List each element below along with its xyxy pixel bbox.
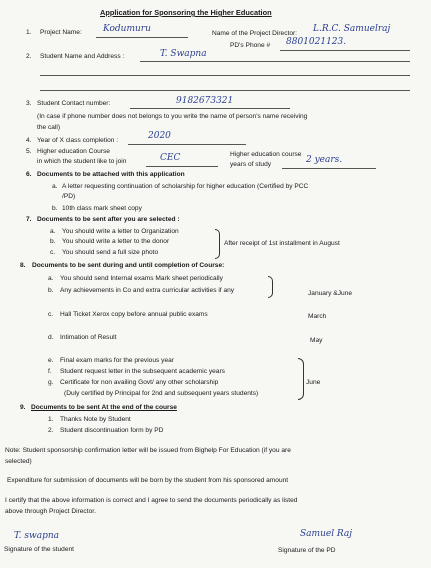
s7-item-b: You should write a letter to the donor bbox=[62, 238, 170, 245]
course-label-2: in which the student like to join bbox=[37, 158, 127, 165]
certify-line-2: above through Project Director. bbox=[5, 508, 96, 515]
s8-item-e-letter: e. bbox=[48, 357, 54, 364]
expenditure-note: Expenditure for submission of documents will be born by the student from his sponsored amount bbox=[7, 477, 289, 484]
years-label: Higher education course bbox=[230, 151, 302, 158]
s6-item-b: 10th class mark sheet copy bbox=[62, 205, 142, 212]
s8-item-a-letter: a. bbox=[48, 275, 54, 282]
s6-item-a-cont: /PD) bbox=[62, 193, 76, 200]
s8-item-g-letter: g. bbox=[48, 379, 54, 386]
s8-item-d: Intimation of Result bbox=[60, 334, 117, 341]
x-class-label: Year of X class completion : bbox=[37, 137, 119, 144]
pd-phone-value: 8801021123. bbox=[286, 37, 347, 47]
contact-note-2: the call) bbox=[37, 124, 61, 131]
s8-item-g: Certificate for non availing Govt/ any other scholarship bbox=[60, 379, 219, 386]
item-2-number: 2. bbox=[26, 53, 32, 60]
s8-item-c-letter: c. bbox=[48, 311, 54, 318]
x-class-value: 2020 bbox=[148, 131, 171, 141]
s7-item-c: You should send a full size photo bbox=[62, 249, 159, 256]
s8-when-ab: January &June bbox=[308, 290, 352, 297]
contact-note: (In case if phone number does not belongs to you write the name of person's name receiving bbox=[37, 113, 308, 120]
course-value: CEC bbox=[160, 153, 181, 163]
contact-label: Student Contact number: bbox=[37, 100, 111, 107]
certify-line-1: I certify that the above information is correct and I agree to send the documents periodically as listed bbox=[5, 497, 298, 504]
project-name-value: Kodumuru bbox=[103, 24, 151, 34]
item-3-number: 3. bbox=[26, 100, 32, 107]
s9-item-2-number: 2. bbox=[48, 427, 54, 434]
s6-item-a: A letter requesting continuation of scholarship for higher education (Certified by PCC bbox=[62, 183, 309, 190]
s9-item-2: Student discontinuation form by PD bbox=[60, 427, 164, 434]
pd-signature-label: Signature of the PD bbox=[278, 547, 336, 554]
section-6-heading: Documents to be attached with this application bbox=[37, 171, 185, 178]
s6-item-b-letter: b. bbox=[52, 205, 58, 212]
s8-item-e: Final exam marks for the previous year bbox=[60, 357, 174, 364]
s8-when-eg: June bbox=[306, 379, 321, 386]
form-title: Application for Sponsoring the Higher Education bbox=[100, 8, 272, 17]
s8-item-g-cont: (Duly certified by Principal for 2nd and subsequent years students) bbox=[64, 390, 259, 397]
course-label: Higher education Course bbox=[37, 148, 110, 155]
s8-item-a: You should send Internal exams Mark sheet periodically bbox=[60, 275, 223, 282]
s8-item-f: Student request letter in the subsequent academic years bbox=[60, 368, 225, 375]
s8-when-d: May bbox=[310, 337, 323, 344]
s8-item-c: Hall Ticket Xerox copy before annual public exams bbox=[60, 311, 208, 318]
item-4-number: 4. bbox=[26, 137, 32, 144]
s8-item-f-letter: f. bbox=[48, 368, 52, 375]
student-name-label: Student Name and Address : bbox=[40, 53, 125, 60]
section-8-heading: Documents to be sent during and until completion of Course: bbox=[32, 262, 225, 269]
s7-item-c-letter: c. bbox=[50, 249, 56, 256]
s7-timing-note: After receipt of 1st installment in August bbox=[224, 240, 340, 247]
pd-signature: Samuel Raj bbox=[300, 529, 353, 539]
pd-phone-label: PD's Phone # bbox=[230, 42, 271, 49]
student-name-value: T. Swapna bbox=[160, 49, 207, 59]
s9-item-1-number: 1. bbox=[48, 416, 54, 423]
years-value: 2 years. bbox=[306, 155, 343, 165]
student-signature: T. swapna bbox=[14, 531, 60, 541]
director-value: L.R.C. Samuelraj bbox=[313, 24, 391, 34]
section-9-heading: Documents to be sent At the end of the course bbox=[31, 404, 177, 411]
student-signature-label: Signature of the student bbox=[4, 546, 75, 553]
s8-when-c: March bbox=[308, 313, 327, 320]
note-line-1: Note: Student sponsorship confirmation letter will be issued from Bighelp For Education (if you are bbox=[5, 447, 291, 454]
s6-item-a-letter: a. bbox=[52, 183, 58, 190]
section-7-heading: Documents to be sent after you are selected : bbox=[37, 216, 180, 223]
item-1-number: 1. bbox=[26, 29, 32, 36]
item-9-number: 9. bbox=[20, 404, 26, 411]
s8-item-d-letter: d. bbox=[48, 334, 54, 341]
s7-item-a: You should write a letter to Organization bbox=[62, 228, 179, 235]
item-5-number: 5. bbox=[26, 148, 32, 155]
s7-item-b-letter: b. bbox=[50, 238, 56, 245]
item-7-number: 7. bbox=[26, 216, 32, 223]
item-6-number: 6. bbox=[26, 171, 32, 178]
director-label: Name of the Project Director: bbox=[212, 30, 298, 37]
note-line-2: selected) bbox=[5, 458, 32, 465]
contact-value: 9182673321 bbox=[176, 96, 234, 106]
years-label-2: years of study bbox=[230, 161, 272, 168]
item-8-number: 8. bbox=[20, 262, 26, 269]
project-name-label: Project Name: bbox=[40, 29, 82, 36]
s8-item-b: Any achievements in Co and extra curricular activities if any bbox=[60, 287, 235, 294]
s8-item-b-letter: b. bbox=[48, 287, 54, 294]
s9-item-1: Thanks Note by Student bbox=[60, 416, 131, 423]
s7-item-a-letter: a. bbox=[50, 228, 56, 235]
